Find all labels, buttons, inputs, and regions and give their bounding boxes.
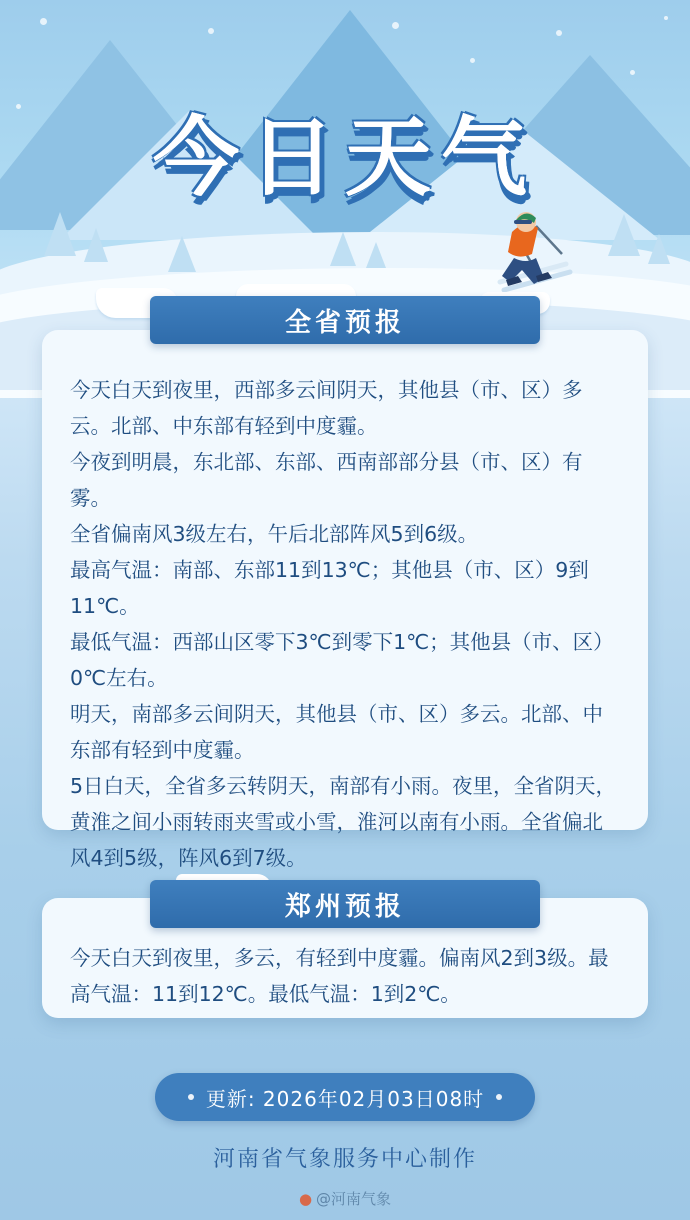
forecast-paragraph: 5日白天，全省多云转阴天，南部有小雨。夜里，全省阴天，黄淮之间小雨转雨夹雪或小雪，淮河以南有小雨。全省偏北风4到5级，阵风6到7级。 — [70, 774, 617, 870]
dot-icon — [496, 1094, 502, 1100]
pine-tree-icon — [44, 212, 76, 256]
weibo-handle-label: @河南气象 — [316, 1190, 392, 1208]
forecast-paragraph: 今夜到明晨，东北部、东部、西南部部分县（市、区）有雾。 — [70, 450, 583, 510]
forecast-paragraph: 最高气温：南部、东部11到13℃；其他县（市、区）9到11℃。 — [70, 558, 589, 618]
forecast-paragraph: 最低气温：西部山区零下3℃到零下1℃；其他县（市、区）0℃左右。 — [70, 630, 614, 690]
pine-tree-icon — [168, 236, 196, 272]
skier-icon — [470, 206, 580, 296]
weibo-icon: ● — [298, 1190, 313, 1208]
update-time-badge — [155, 1073, 535, 1121]
update-time-label: 更新: 2026年02月03日08时 — [205, 1086, 485, 1111]
pine-tree-icon — [84, 228, 108, 262]
forecast-paragraph: 今天白天到夜里，多云，有轻到中度霾。偏南风2到3级。最高气温：11到12℃。最低气温：1到2℃。 — [70, 946, 609, 1006]
weibo-credit — [0, 1188, 690, 1209]
province-forecast-text — [70, 372, 622, 876]
poster-title-wrap — [0, 88, 690, 212]
pine-tree-icon — [330, 232, 356, 266]
city-forecast-heading-label: 郑州预报 — [284, 891, 405, 922]
dot-icon — [188, 1094, 194, 1100]
forecast-paragraph: 全省偏南风3级左右，午后北部阵风5到6级。 — [70, 522, 479, 546]
forecast-paragraph: 今天白天到夜里，西部多云间阴天，其他县（市、区）多云。北部、中东部有轻到中度霾。 — [70, 378, 583, 438]
pine-tree-icon — [366, 242, 386, 268]
city-forecast-heading — [150, 880, 540, 928]
province-forecast-heading-label: 全省预报 — [284, 307, 405, 338]
pine-tree-icon — [608, 214, 640, 256]
city-forecast-text — [70, 940, 622, 1012]
page-title: 今日天气 — [153, 108, 537, 208]
producer-label: 河南省气象服务中心制作 — [212, 1147, 477, 1172]
province-forecast-heading — [150, 296, 540, 344]
snowflake-icon — [40, 18, 47, 25]
snowflake-icon — [664, 16, 668, 20]
forecast-paragraph: 明天，南部多云间阴天，其他县（市、区）多云。北部、中东部有轻到中度霾。 — [70, 702, 603, 762]
pine-tree-icon — [648, 234, 670, 264]
snowflake-icon — [556, 30, 562, 36]
